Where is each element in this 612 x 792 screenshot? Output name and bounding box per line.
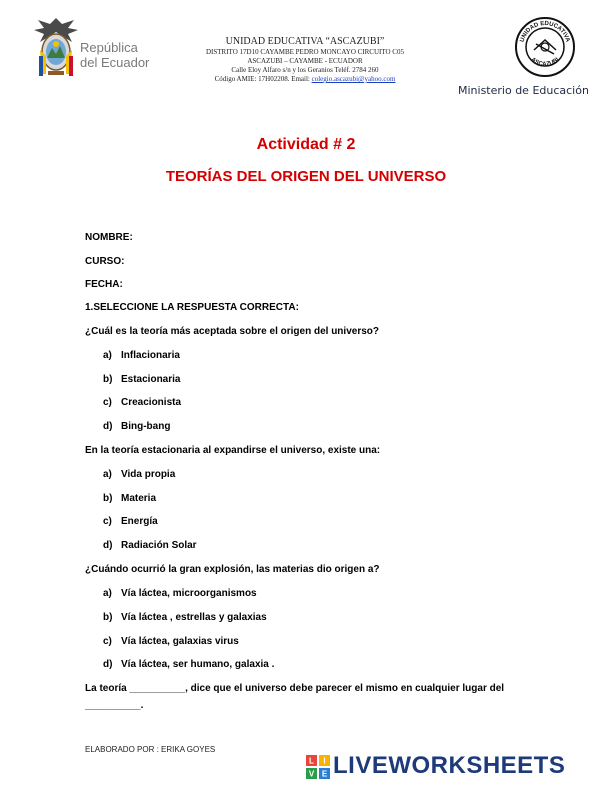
option-letter: b) (103, 374, 113, 385)
school-district: DISTRITO 17D10 CAYAMBE PEDRO MONCAYO CIRCUITO C05 (206, 48, 404, 56)
option-letter: a) (103, 350, 112, 361)
amie-text: Código AMIE: 17H02208. Email: (214, 75, 312, 83)
option-letter: b) (103, 493, 113, 504)
school-email-link[interactable]: colegio.ascazubi@yahoo.com (311, 75, 396, 83)
option-letter: c) (103, 636, 112, 647)
topic-title: TEORÍAS DEL ORIGEN DEL UNIVERSO (165, 168, 447, 185)
badge-letter-i: I (323, 756, 326, 766)
option-text: Radiación Solar (121, 540, 197, 551)
course-field-label: CURSO: (85, 256, 125, 267)
republic-logo-text (80, 40, 149, 70)
question-2-option-a[interactable] (103, 469, 175, 481)
option-letter: a) (103, 588, 112, 599)
option-letter: c) (103, 516, 112, 527)
option-text: Vía láctea, ser humano, galaxia . (121, 659, 275, 670)
option-letter: d) (103, 540, 113, 551)
option-text: Energía (121, 516, 158, 527)
school-location: ASCAZUBI – CAYAMBE - ECUADOR (247, 57, 363, 65)
question-3-option-b[interactable] (103, 612, 267, 624)
liveworksheets-brand[interactable]: LIVEWORKSHEETS (333, 752, 566, 779)
activity-title: Actividad # 2 (256, 136, 356, 153)
instruction-text: 1.SELECCIONE LA RESPUESTA CORRECTA: (85, 302, 299, 313)
question-3-option-c[interactable] (103, 636, 239, 648)
republic-line-1: República (80, 40, 138, 55)
school-address: Calle Eloy Alfaro s/n y los Geranios Teléf. 2784 260 (231, 66, 379, 74)
question-1-text: ¿Cuál es la teoría más aceptada sobre el origen del universo? (85, 326, 379, 337)
question-2-text: En la teoría estacionaria al expandirse el universo, existe una: (85, 445, 381, 456)
option-text: Inflacionaria (121, 350, 180, 361)
badge-letter-l: L (309, 756, 314, 766)
author-credit: ELABORADO POR : ERIKA GOYES (85, 745, 216, 754)
question-1-option-b[interactable] (103, 374, 180, 386)
name-field-label: NOMBRE: (85, 232, 133, 243)
question-3-option-a[interactable] (103, 588, 257, 600)
fill-blank-line-2: __________. (85, 700, 144, 711)
option-text: Vida propia (121, 469, 176, 480)
seal-top-text: UNIDAD EDUCATIVA (519, 20, 571, 43)
seal-bottom-text: ASCAZUBI (529, 56, 561, 68)
question-1-option-a[interactable] (103, 350, 180, 362)
liveworksheets-logo-icon (306, 755, 330, 779)
question-1-option-d[interactable] (103, 421, 170, 433)
school-header (180, 36, 430, 84)
question-3-option-d[interactable] (103, 659, 274, 671)
date-field-label: FECHA: (85, 279, 123, 290)
option-text: Estacionaria (121, 374, 181, 385)
option-text: Materia (121, 493, 157, 504)
question-3-text: ¿Cuándo ocurrió la gran explosión, las materias dio origen a? (85, 564, 380, 575)
badge-letter-v: V (308, 769, 315, 779)
option-text: Creacionista (121, 397, 182, 408)
question-2-option-b[interactable] (103, 493, 156, 505)
option-letter: d) (103, 421, 113, 432)
option-text: Vía láctea, microorganismos (121, 588, 257, 599)
option-letter: c) (103, 397, 112, 408)
question-1-option-c[interactable] (103, 397, 181, 409)
question-2-option-d[interactable] (103, 540, 197, 552)
option-text: Vía láctea , estrellas y galaxias (121, 612, 267, 623)
option-letter: a) (103, 469, 112, 480)
school-name: UNIDAD EDUCATIVA “ASCAZUBI” (225, 36, 385, 47)
badge-letter-e: E (321, 769, 328, 779)
school-seal-icon (514, 16, 576, 78)
ministry-label: Ministerio de Educación (458, 84, 589, 97)
republic-line-2: del Ecuador (80, 55, 150, 70)
question-2-option-c[interactable] (103, 516, 158, 528)
fill-blank-line-1: La teoría __________, dice que el universo debe parecer el mismo en cualquier lugar del (85, 683, 505, 694)
option-text: Bing-bang (121, 421, 171, 432)
ecuador-coat-of-arms-icon (30, 16, 82, 82)
option-text: Vía láctea, galaxias virus (121, 636, 239, 647)
option-letter: d) (103, 659, 113, 670)
school-amie (180, 75, 430, 84)
option-letter: b) (103, 612, 113, 623)
